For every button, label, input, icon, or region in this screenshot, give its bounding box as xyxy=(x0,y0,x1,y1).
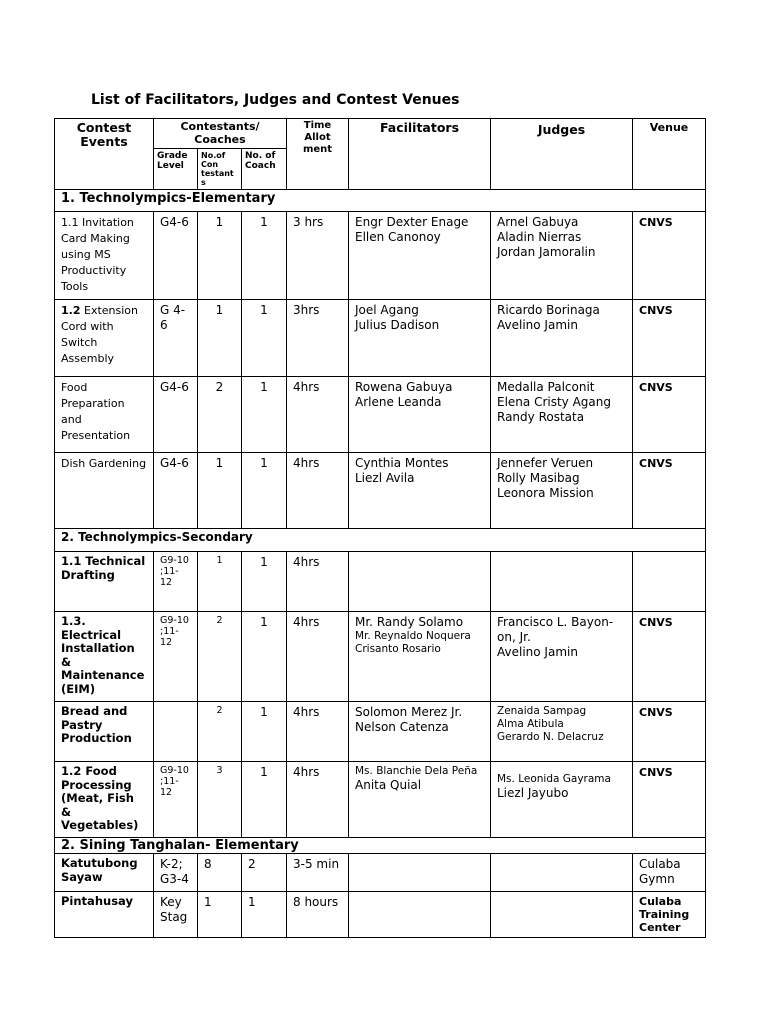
event-cell: Pintahusay xyxy=(55,892,154,938)
facilitators-cell: Rowena Gabuya Arlene Leanda xyxy=(349,377,491,453)
coach-cell: 1 xyxy=(242,300,287,377)
event-cell: Dish Gardening xyxy=(55,453,154,529)
grade-cell: G9-10 ;11- 12 xyxy=(154,612,198,702)
table-row xyxy=(55,212,706,300)
grade-cell: G4-6 xyxy=(154,453,198,529)
table-row xyxy=(55,300,706,377)
table-row xyxy=(55,552,706,612)
venue-cell: CNVS xyxy=(633,612,706,702)
header-contestants: Contestants/ Coaches xyxy=(154,119,287,149)
coach-cell: 1 xyxy=(242,552,287,612)
facilitators-cell: Ms. Blanchie Dela Peña Anita Quial xyxy=(349,762,491,838)
coach-cell: 1 xyxy=(242,377,287,453)
table-row xyxy=(55,612,706,702)
venue-cell: CNVS xyxy=(633,377,706,453)
event-cell: Food Preparation and Presentation xyxy=(55,377,154,453)
coach-cell: 1 xyxy=(242,612,287,702)
section-heading: 2. Sining Tanghalan- Elementary xyxy=(55,838,706,854)
contestants-cell: 1 xyxy=(198,892,242,938)
contestants-cell: 2 xyxy=(198,702,242,762)
table-row xyxy=(55,377,706,453)
judges-cell: Arnel Gabuya Aladin Nierras Jordan Jamoralin xyxy=(491,212,633,300)
venue-cell: Culaba Training Center xyxy=(633,892,706,938)
facilitators-cell: Joel Agang Julius Dadison xyxy=(349,300,491,377)
judges-cell xyxy=(491,854,633,892)
table-row xyxy=(55,762,706,838)
grade-cell: Key Stag xyxy=(154,892,198,938)
time-cell: 3 hrs xyxy=(287,212,349,300)
facilitators-cell: Mr. Randy Solamo Mr. Reynaldo Noquera Crisanto Rosario xyxy=(349,612,491,702)
grade-cell: G9-10 ;11- 12 xyxy=(154,762,198,838)
judges-cell: Ricardo Borinaga Avelino Jamin xyxy=(491,300,633,377)
time-cell: 4hrs xyxy=(287,612,349,702)
venue-cell: CNVS xyxy=(633,762,706,838)
facilitators-cell: Engr Dexter Enage Ellen Canonoy xyxy=(349,212,491,300)
grade-cell: G4-6 xyxy=(154,377,198,453)
table-row xyxy=(55,453,706,529)
event-cell: 1.2 Extension Cord with Switch Assembly xyxy=(55,300,154,377)
venue-cell: CNVS xyxy=(633,300,706,377)
judges-cell: Ms. Leonida Gayrama Liezl Jayubo xyxy=(491,762,633,838)
time-cell: 4hrs xyxy=(287,702,349,762)
event-cell: 1.2 Food Processing (Meat, Fish & Vegetables) xyxy=(55,762,154,838)
facilitators-cell xyxy=(349,854,491,892)
time-cell: 8 hours xyxy=(287,892,349,938)
header-events: Contest Events xyxy=(55,119,154,190)
venues-table xyxy=(54,118,706,938)
coach-cell: 1 xyxy=(242,702,287,762)
event-cell: 1.3. Electrical Installation & Maintenance (EIM) xyxy=(55,612,154,702)
page-title: List of Facilitators, Judges and Contest Venues xyxy=(91,92,460,108)
facilitators-cell: Solomon Merez Jr. Nelson Catenza xyxy=(349,702,491,762)
event-cell: 1.1 Technical Drafting xyxy=(55,552,154,612)
grade-cell: G9-10 ;11- 12 xyxy=(154,552,198,612)
grade-cell: G 4-6 xyxy=(154,300,198,377)
contestants-cell: 3 xyxy=(198,762,242,838)
coach-cell: 1 xyxy=(242,762,287,838)
grade-cell: K-2; G3-4 xyxy=(154,854,198,892)
venue-cell: CNVS xyxy=(633,212,706,300)
contestants-cell: 1 xyxy=(198,212,242,300)
judges-cell: Francisco L. Bayon-on, Jr. Avelino Jamin xyxy=(491,612,633,702)
event-cell: Katutubong Sayaw xyxy=(55,854,154,892)
facilitators-cell xyxy=(349,892,491,938)
venue-cell: CNVS xyxy=(633,453,706,529)
table-row xyxy=(55,702,706,762)
event-cell: 1.1 Invitation Card Making using MS Productivity Tools xyxy=(55,212,154,300)
judges-cell: Medalla Palconit Elena Cristy Agang Randy Rostata xyxy=(491,377,633,453)
header-facilitators: Facilitators xyxy=(349,119,491,190)
time-cell: 4hrs xyxy=(287,377,349,453)
judges-cell xyxy=(491,892,633,938)
contestants-cell: 8 xyxy=(198,854,242,892)
header-time: Time Allot ment xyxy=(287,119,349,190)
coach-cell: 1 xyxy=(242,892,287,938)
venue-cell: CNVS xyxy=(633,702,706,762)
section-row xyxy=(55,190,706,212)
header-no-coach: No. of Coach xyxy=(242,149,287,190)
judges-cell xyxy=(491,552,633,612)
header-no-contestants: No.of Con testant s xyxy=(198,149,242,190)
contestants-cell: 1 xyxy=(198,453,242,529)
facilitators-cell: Cynthia Montes Liezl Avila xyxy=(349,453,491,529)
section-heading: 1. Technolympics-Elementary xyxy=(55,190,706,212)
section-row xyxy=(55,529,706,552)
grade-cell: G4-6 xyxy=(154,212,198,300)
header-venue: Venue xyxy=(633,119,706,190)
coach-cell: 1 xyxy=(242,453,287,529)
contestants-cell: 1 xyxy=(198,300,242,377)
header-judges: Judges xyxy=(491,119,633,190)
section-row xyxy=(55,838,706,854)
time-cell: 4hrs xyxy=(287,762,349,838)
grade-cell xyxy=(154,702,198,762)
contestants-cell: 2 xyxy=(198,612,242,702)
judges-cell: Jennefer Veruen Rolly Masibag Leonora Mission xyxy=(491,453,633,529)
event-cell: Bread and Pastry Production xyxy=(55,702,154,762)
section-heading: 2. Technolympics-Secondary xyxy=(55,529,706,552)
facilitators-cell xyxy=(349,552,491,612)
venue-cell: Culaba Gymn xyxy=(633,854,706,892)
time-cell: 4hrs xyxy=(287,453,349,529)
time-cell: 3-5 min xyxy=(287,854,349,892)
header-row xyxy=(55,119,706,149)
contestants-cell: 2 xyxy=(198,377,242,453)
table-row xyxy=(55,854,706,892)
coach-cell: 2 xyxy=(242,854,287,892)
time-cell: 3hrs xyxy=(287,300,349,377)
judges-cell: Zenaida Sampag Alma Atibula Gerardo N. Delacruz xyxy=(491,702,633,762)
contestants-cell: 1 xyxy=(198,552,242,612)
coach-cell: 1 xyxy=(242,212,287,300)
time-cell: 4hrs xyxy=(287,552,349,612)
table-row xyxy=(55,892,706,938)
header-grade: Grade Level xyxy=(154,149,198,190)
venue-cell xyxy=(633,552,706,612)
